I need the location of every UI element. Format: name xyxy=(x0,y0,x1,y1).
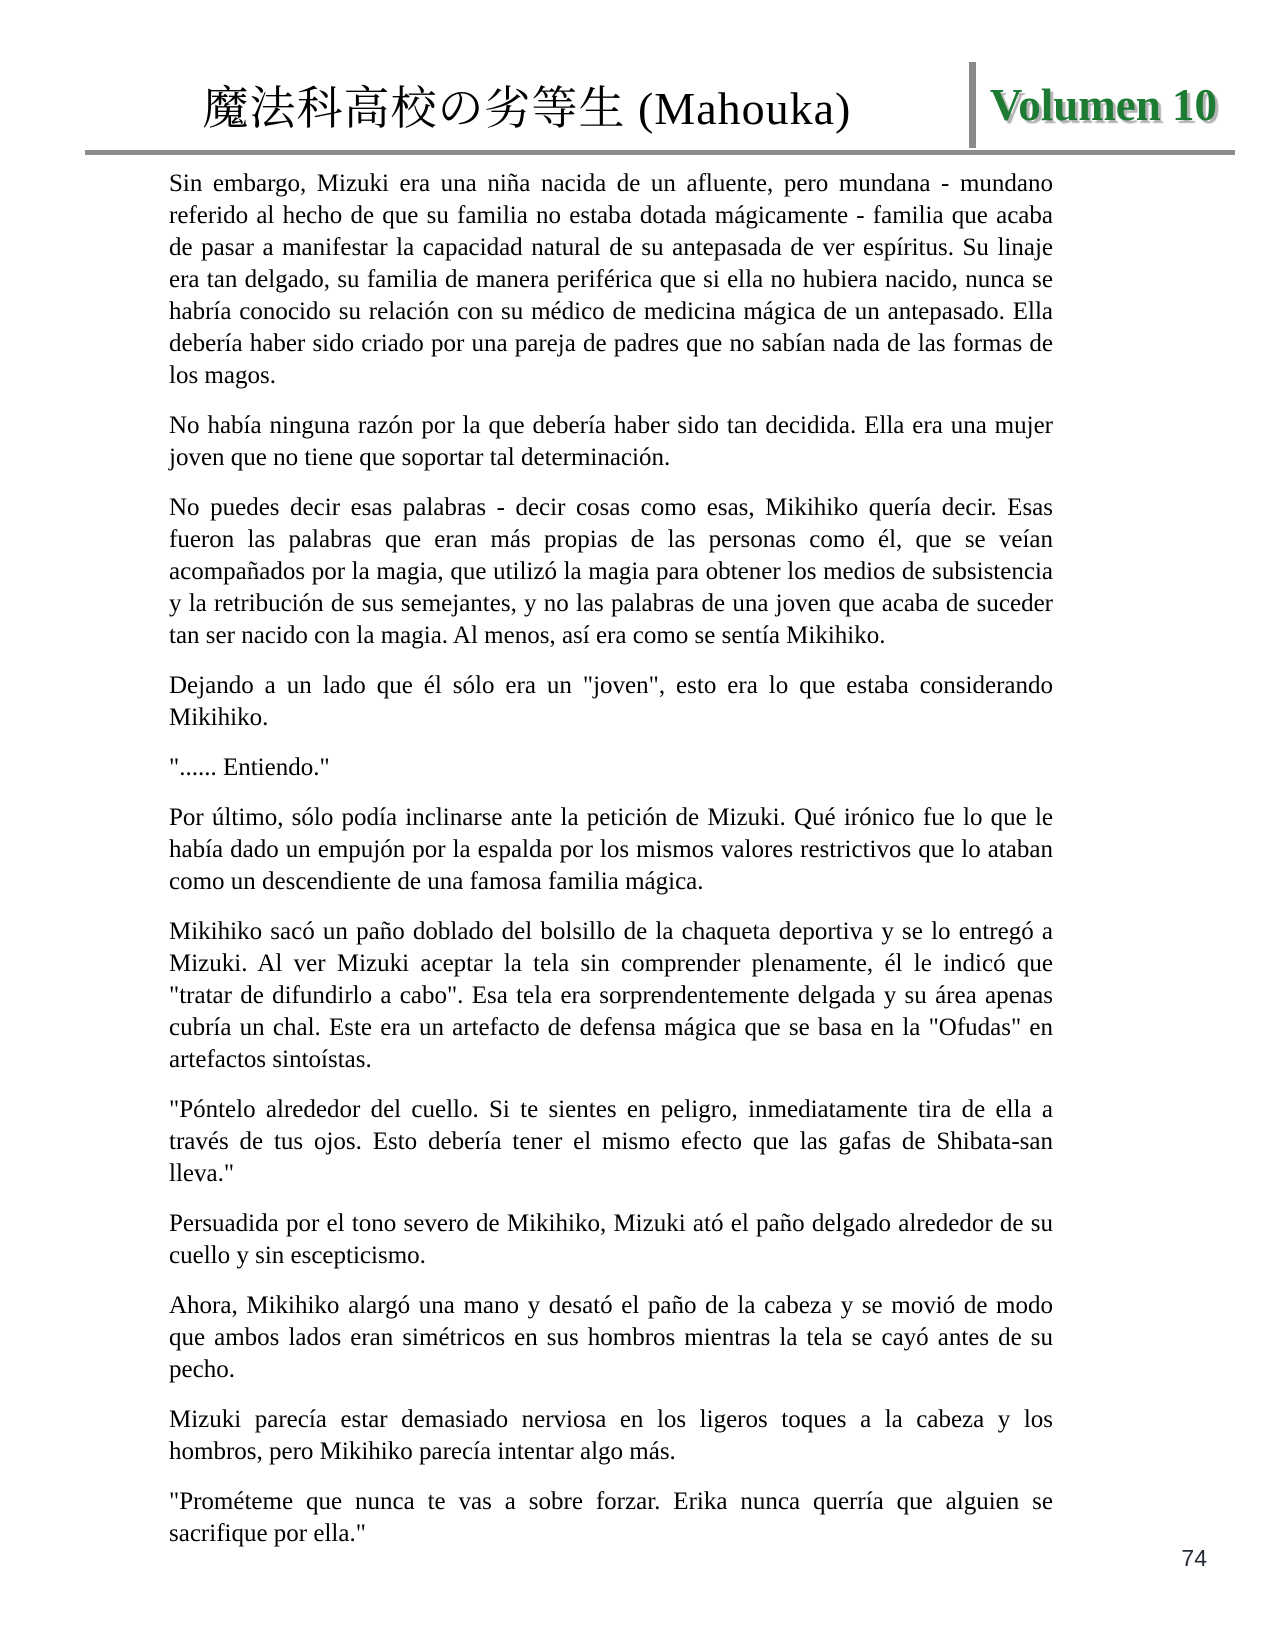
paragraph: Dejando a un lado que él sólo era un "joven", esto era lo que estaba considerando Mikihiko. xyxy=(169,672,1053,731)
paragraph: No había ninguna razón por la que debería haber sido tan decidida. Ella era una mujer joven que no tiene que soportar tal determinación. xyxy=(169,412,1053,471)
header-divider-bar xyxy=(969,62,976,148)
paragraph: Por último, sólo podía inclinarse ante la petición de Mizuki. Qué irónico fue lo que le había dado un empujón por la espalda por los mismos valores restrictivos que lo ataban como un descendiente de una famosa familia mágica. xyxy=(169,804,1053,895)
volume-label: Volumen 10 xyxy=(989,80,1217,130)
header-row xyxy=(85,62,1235,148)
page-number: 74 xyxy=(1181,1545,1207,1571)
paragraph: Mizuki parecía estar demasiado nerviosa en los ligeros toques a la cabeza y los hombros, pero Mikihiko parecía intentar algo más. xyxy=(169,1406,1053,1465)
paragraph: Mikihiko sacó un paño doblado del bolsillo de la chaqueta deportiva y se lo entregó a Mizuki. Al ver Mizuki aceptar la tela sin comprender plenamente, él le indicó que "tratar de difundirlo a cabo". Esa tela era sorprendentemente delgada y su área apenas cubría un chal. Este era un artefacto de defensa mágica que se basa en la "Ofudas" en artefactos sintoístas. xyxy=(169,918,1053,1073)
paragraph: No puedes decir esas palabras - decir cosas como esas, Mikihiko quería decir. Esas fueron las palabras que eran más propias de las personas como él, que se veían acompañados por la magia, que utilizó la magia para obtener los medios de subsistencia y la retribución de sus semejantes, y no las palabras de una joven que acaba de suceder tan ser nacido con la magia. Al menos, así era como se sentía Mikihiko. xyxy=(169,494,1053,649)
paragraph: Ahora, Mikihiko alargó una mano y desató el paño de la cabeza y se movió de modo que ambos lados eran simétricos en sus hombros mientras la tela se cayó antes de su pecho. xyxy=(169,1292,1053,1383)
page-body xyxy=(169,168,1053,1568)
header-rule xyxy=(85,150,1235,155)
paragraph: Sin embargo, Mizuki era una niña nacida de un afluente, pero mundana - mundano referido al hecho de que su familia no estaba dotada mágicamente - familia que acaba de pasar a manifestar la capacidad natural de su antepasada de ver espíritus. Su linaje era tan delgado, su familia de manera periférica que si ella no hubiera nacido, nunca se habría conocido su relación con su médico de medicina mágica de un antepasado. Ella debería haber sido criado por una pareja de padres que no sabían nada de las formas de los magos. xyxy=(169,170,1053,389)
paragraph: "Póntelo alrededor del cuello. Si te sientes en peligro, inmediatamente tira de ella a través de tus ojos. Esto debería tener el mismo efecto que las gafas de Shibata-san lleva." xyxy=(169,1096,1053,1187)
volume-area xyxy=(990,62,1235,148)
paragraph: "...... Entiendo." xyxy=(169,754,330,781)
paragraph: Persuadida por el tono severo de Mikihiko, Mizuki ató el paño delgado alrededor de su cuello y sin escepticismo. xyxy=(169,1210,1053,1269)
paragraph: "Prométeme que nunca te vas a sobre forzar. Erika nunca querría que alguien se sacrifique por ella." xyxy=(169,1488,1053,1547)
document-title: 魔法科高校の劣等生 (Mahouka) xyxy=(202,83,852,134)
title-area xyxy=(85,62,969,148)
page-header xyxy=(85,62,1235,155)
